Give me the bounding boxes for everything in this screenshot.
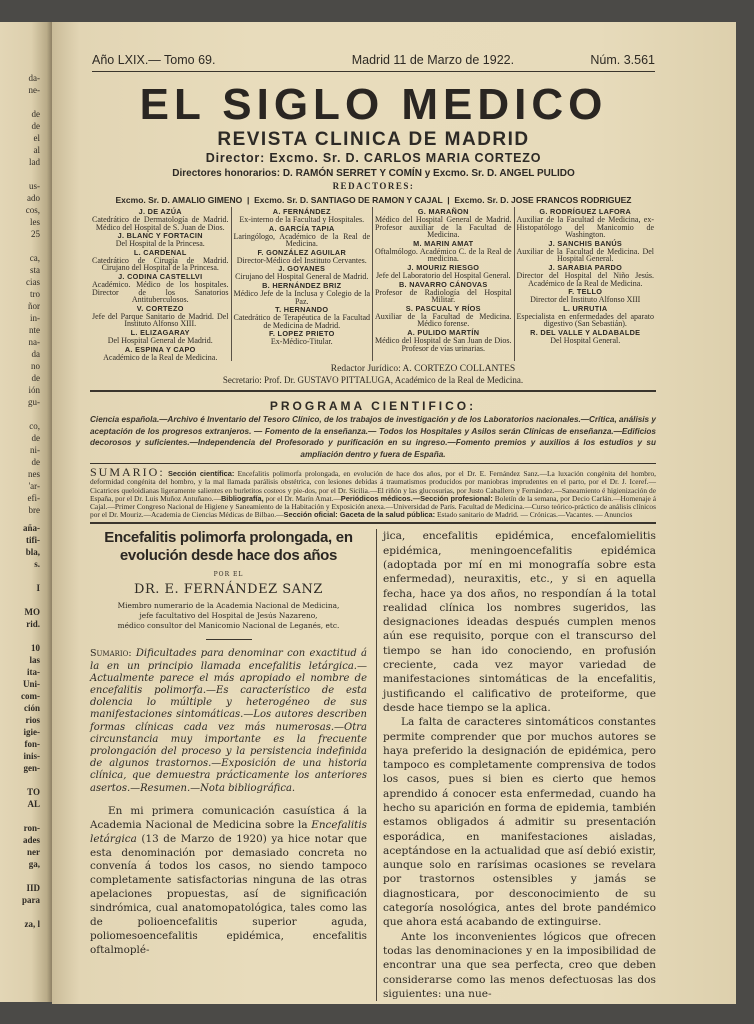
text: Encefalitis letárgica [90, 818, 367, 845]
summary-text: Dificultades para denominar con exactitud á la en un principio llamada encefalitis letárgica.—Actualmente parece el más apropiado el nombre de encefalitis polimorfa.—Es característico de esta dolencia lo múltiple y heterogéneo de sus manifestaciones sintomáticas.—Los autores describen formas clínicas cada vez más numerosas.—Otra circunstancia muy importante es la frecuente prolongación del proceso y la persistencia indefinida de algunos trastornos.—Exposición de una historia clínica, que demuestra prácticamente los anteriores asertos.—Resumen.—Nota bibliográfica. [90, 648, 367, 794]
facing-text-fragment: fon- [24, 739, 40, 749]
facing-text-fragment: bla, [25, 547, 40, 557]
editor-description: Oftalmólogo. Académico C. de la Real de medicina. [375, 246, 512, 264]
volume: Año LXIX.— Tomo 69. [92, 53, 216, 67]
facing-page-text-top [0, 72, 40, 516]
facing-text-fragment [0, 594, 40, 606]
editor-description: Del Hospital General de Madrid. [107, 335, 213, 345]
editor-name: A. PULIDO MARTÍN [407, 327, 480, 337]
editor-name: G. RODRÍGUEZ LAFORA [539, 207, 632, 216]
editor-description: Del Hospital General. [550, 335, 621, 345]
facing-text-fragment [0, 810, 40, 822]
editor-name: J. SARABIA PARDO [548, 262, 623, 272]
section-text: Encefalitis polimorfa prolongada, en evolución de hace dos años, por el Dr. E. Fernández Sanz.—La luxación congénita del hombro, deformidad congénita del hombro, y la mal llamada parálisis obstétrica, con lesiones debidas á traumatismos producidos por maniobras imprudentes en el parto, por el Dr. J. Iceref.—Cicatrices queloidianas ligeramente salientes en burletitos costeos y pie-dos, por el Dr. Sicilia.—El riñón y las glucosurias, por Justo Caballero y Fernández.—Saneamiento é higienización de España, por el Dr. Luis Muñoz Antuñano.— [90, 469, 656, 503]
facing-text-fragment [0, 870, 40, 882]
paragraph: Ante los inconvenientes lógicos que ofrecen todas las denominaciones y en la imposibilidad de encontrar una que sea perfecta, creo que deben considerarse como las menos defectuosas las dos siguientes: una nue- [383, 930, 656, 1000]
editor-name: L. CARDENAL [133, 247, 187, 257]
senior-editors: Excmo. Sr. D. AMALIO GIMENO | Excmo. Sr. D. SANTIAGO DE RAMON Y CAJAL | Excmo. Sr. D. JOSE FRANCOS RODRIGUEZ [115, 195, 632, 205]
facing-text-fragment: I [36, 583, 40, 593]
facing-text-fragment: inis- [23, 751, 40, 761]
divider [92, 71, 655, 72]
page-body [90, 207, 656, 1001]
facing-text-fragment: las [29, 655, 40, 665]
editor-description: Catedrático de Dermatología de Madrid. Médico del Hospital de S. Juan de Dios. [92, 215, 229, 232]
programa-text: Ciencia española.—Archivo é Inventario del Tesoro Clínico, de los trabajos de investigación y de los Laboratorios nacionales.—Crítica, análisis y aceptación de los progresos extranjeros. — Fomento de la enseñanza.— Todos los Hospitales y Asilos serán Clínicas de enseñanza.—Edificios decorosos y suficientes.—Independencia del Profesorado y purificación en su ingreso.—Fomento premios y auxilios á los estudios y su ampliación dentro y fuera de España. [90, 415, 656, 459]
author-credentials [90, 601, 367, 631]
facing-text-fragment: TO [27, 787, 40, 797]
facing-text-fragment: cos, [25, 205, 40, 215]
editor-description: Ex-interno de la Facultad y Hospitales. [239, 215, 365, 224]
facing-text-fragment: co, [29, 421, 40, 431]
editor-name: J. DE AZÚA [138, 207, 182, 216]
editor-name: A. FERNÁNDEZ [272, 207, 331, 216]
editor-name: J. GOYANES [278, 264, 326, 274]
credential: Miembro numerario de la Academia Nacional de Medicina, [117, 601, 340, 611]
editors-column [232, 207, 374, 361]
facing-text-fragment: Uni- [22, 679, 40, 689]
editor-name: B. NAVARRO CÁNOVAS [398, 279, 488, 289]
editor-description: Auxiliar de la Facultad de Medicina. Del Hospital General. [516, 246, 654, 264]
section-label: Periódicos médicos. [340, 493, 413, 503]
facing-text-fragment: ita- [27, 667, 40, 677]
facing-text-fragment [0, 240, 40, 252]
section-text: Boletín de la semana, por Decio Carlán.—Homenaje á Cajal.—Primer Congreso Nacional de Higiene y Saneamiento de la Habitación y Exposición anexa.—Universidad de París. Facultad de Medicina.—Curso teórico-práctico de análisis clínicos por el Dr. Mouriz.—Academia de Ciencias Médicas de Bilbao.— [90, 493, 656, 520]
facing-text-fragment: in- [30, 313, 40, 323]
editor-name: G. MARAÑON [417, 207, 469, 216]
text: En mi primera comunicación casuística á la Academia Nacional de Medicina sobre la [90, 804, 367, 831]
article-right-column [376, 529, 656, 1001]
secretary: Secretario: Prof. Dr. GUSTAVO PITTALUGA, Académico de la Real de Medicina. [222, 375, 524, 386]
editor-description: Médico del Hospital General de Madrid. Profesor auxiliar de la Facultad de Medicina. [375, 215, 512, 240]
editor-name: A. GARCÍA TAPIA [268, 223, 335, 233]
facing-text-fragment: ner [27, 847, 40, 857]
facing-text-fragment: MO [24, 607, 40, 617]
facing-text-fragment: da [31, 349, 40, 359]
divider [206, 639, 252, 640]
editors-column [515, 207, 657, 361]
facing-text-fragment: 10 [31, 643, 40, 653]
summary-label: Sumario: [90, 648, 132, 660]
facing-page-edge [0, 22, 52, 1002]
facing-text-fragment: za, l [24, 919, 40, 929]
editor-name: B. HERNÁNDEZ BRIZ [262, 280, 342, 290]
paragraph: La falta de caracteres sintomáticos constantes permite comprender que por muchos autores se haya preferido la designación de epidémica, pero tampoco es completamente comprensiva de todos los casos, pues si bien es cierto que hemos aprendido á conocer esta enfermedad, cuando ha hecho su aparición en forma de epidemia, también estamos obligados á admitir su presentación esporádica, en manifestaciones aisladas, aceptándose en la actualidad que así debió existir, aunque solo en rarísimas ocasiones se revelara por trastornos ostensibles y jamás se diagnosticara, por desconocimiento de su categoría nosológica, antes del brote pandémico que ahora está acabando de extinguirse. [383, 716, 656, 929]
facing-text-fragment: lad [29, 157, 40, 167]
editor-description: Auxiliar de la Facultad de Medicina. Médico forense. [375, 311, 512, 329]
editor-description: Director-Médico del Instituto Cervantes. [236, 255, 367, 265]
editor-description: Catedrático de Terapéutica de la Facultad de Medicina de Madrid. [233, 313, 370, 330]
facing-page-text-bottom [0, 522, 40, 930]
paragraph: jica, encefalitis epidémica, encefalomielitis epidémica, meningoencefalitis epidémica (adoptada por mí en mi monografía sobre esta enfermedad), neuraxitis, etc., y si en aquella fecha, hace ya dos años, no respondían á la total realidad clínica los nombres sugeridos, las designaciones ideadas después cumplen menos aún ese requisito, porque con el transcurso del tiempo se han ido conociendo, en profusión creciente, cada vez mayor variedad de manifestaciones sintomáticas de la encefalitis, justificando el calificativo de proteiforme, que desde hace tiempo se la aplica. [383, 530, 656, 714]
divider [90, 463, 656, 464]
newspaper-page [52, 22, 736, 1004]
facing-text-fragment: nte [29, 325, 40, 335]
editor-name: F. GONZÁLEZ AGUILAR [257, 247, 347, 257]
facing-text-fragment: ne- [28, 85, 40, 95]
editors-column [90, 207, 232, 361]
editor-name: T. HERNANDO [275, 305, 329, 315]
facing-text-fragment: ron- [23, 823, 40, 833]
byline-prefix: POR EL [213, 571, 244, 579]
facing-text-fragment: ción [23, 703, 40, 713]
editor-name: J. BLANC Y FORTACIN [117, 231, 203, 241]
facing-text-fragment: rios [25, 715, 40, 725]
editor-description: Cirujano del Hospital General de Madrid. [235, 272, 369, 282]
editor-description: Jefe del Parque Sanitario de Madrid. Del Instituto Alfonso XIII. [92, 311, 229, 329]
facing-text-fragment: de [31, 457, 40, 467]
editor-name: J. SANCHIS BANÚS [548, 238, 623, 248]
editor-name: L. URRUTIA [563, 303, 608, 313]
facing-text-fragment: nes [28, 469, 40, 479]
legal-editor: Redactor Jurídico: A. CORTEZO COLLANTES [330, 364, 516, 375]
programa-title: PROGRAMA CIENTIFICO: [269, 399, 477, 414]
summary-label: SUMARIO: [90, 465, 165, 480]
article-left-column [90, 529, 367, 957]
editor-description: Especialista en enfermedades del aparato digestivo (San Sebastián). [516, 311, 654, 329]
editor-name: L. ELIZAGARAY [130, 327, 190, 337]
editor-name: M. MARIN AMAT [413, 238, 474, 248]
article-title: Encefalitis polimorfa prolongada, en evolución desde hace dos años [104, 529, 353, 565]
editor-description: Académico de la Real de Medicina. [103, 352, 218, 362]
facing-text-fragment: ión [28, 385, 40, 395]
facing-text-fragment: les [30, 217, 40, 227]
facing-text-fragment [0, 906, 40, 918]
facing-text-fragment [0, 630, 40, 642]
editor-name: V. CORTEZO [136, 303, 184, 313]
facing-text-fragment [0, 570, 40, 582]
facing-text-fragment: ni- [30, 445, 40, 455]
editor-name: J. MOURIZ RIESGO [407, 262, 480, 272]
editor-name: F. TELLO [568, 287, 603, 297]
article [90, 529, 656, 1001]
honorary-directors: Directores honorarios: D. RAMÓN SERRET Y COMÍN y Excmo. Sr. D. ANGEL PULIDO [172, 168, 575, 179]
text: (13 de Marzo de 1920) ya hice notar que esta denominación por demasiado concreta no convenía á todos los casos, no siendo tampoco completamente satisfactorias ninguna de las otras apelaciones propuestas, así de significación sindrómica, cual anatomopatológica, tales como las de polioencefalitis superior aguda, poliomesoencefalitis epidémica, encefalitis oftalmoplé- [90, 832, 367, 956]
facing-text-fragment [0, 96, 40, 108]
facing-text-fragment: IID [26, 883, 40, 893]
facing-text-fragment: al [33, 145, 40, 155]
editor-name: F. LOPEZ PRIETO [268, 329, 335, 339]
section-text: por el Dr. Marín Amat.— [263, 493, 341, 503]
editor-description: Profesor de Radiología del Hospital Militar. [375, 287, 512, 305]
facing-text-fragment: s. [34, 559, 40, 569]
director-line: Director: Excmo. Sr. D. CARLOS MARIA CORTEZO [205, 151, 542, 165]
editor-description: Académico. Médico de los hospitales. Director de los Sanatorios Antituberculosos. [92, 279, 229, 305]
facing-text-fragment: cias [26, 277, 40, 287]
facing-text-fragment: de [31, 373, 40, 383]
facing-text-fragment: tifi- [26, 535, 40, 545]
facing-text-fragment: ado [27, 193, 40, 203]
editor-description: Director del Hospital del Niño Jesús. Académico de la Real de Medicina. [516, 270, 654, 288]
facing-text-fragment [0, 408, 40, 420]
facing-text-fragment: no [31, 361, 40, 371]
editor-description: Médico del Hospital de San Juan de Dios. Profesor de vías urinarias. [375, 335, 512, 353]
facing-text-fragment: ñor [28, 301, 40, 311]
facing-text-fragment [0, 774, 40, 786]
divider [90, 522, 656, 524]
editor-description: Laringólogo, Académico de la Real de Medicina. [233, 231, 370, 249]
facing-text-fragment: tro [30, 289, 40, 299]
article-summary [90, 648, 367, 794]
newspaper-subtitle: REVISTA CLINICA DE MADRID [217, 129, 530, 150]
credential: médico consultor del Manicomio Nacional de Leganés, etc. [117, 621, 340, 631]
facing-text-fragment: ca, [29, 253, 40, 263]
facing-text-fragment: us- [29, 181, 40, 191]
facing-text-fragment [0, 168, 40, 180]
section-label: Bibliografía, [220, 493, 264, 503]
section-text: Estado sanitario de Madrid. — Crónicas.—Vacantes. — Anuncios [435, 510, 633, 520]
editor-description: Jefe del Laboratorio del Hospital General. [375, 270, 511, 280]
editor-description: Médico Jefe de la Inclusa y Colegio de la Paz. [233, 288, 370, 306]
facing-text-fragment: efi- [27, 493, 40, 503]
divider [90, 390, 656, 392]
facing-text-fragment: igie- [23, 727, 40, 737]
editor-name: A. ESPINA Y CAPO [124, 344, 196, 354]
editor-description: Ex-Médico-Titular. [270, 337, 333, 347]
issue-summary [90, 465, 656, 520]
facing-text-fragment: ga, [28, 859, 40, 869]
facing-text-fragment: sta [30, 265, 40, 275]
paragraph [90, 805, 367, 958]
facing-text-fragment: de [31, 109, 40, 119]
credential: jefe facultativo del Hospital de Jesús Nazareno, [139, 611, 318, 621]
facing-text-fragment: gu- [28, 397, 40, 407]
facing-text-fragment: 'ar- [28, 481, 40, 491]
masthead-info [92, 53, 655, 67]
facing-text-fragment: 25 [31, 229, 40, 239]
section-label: Sección oficial: Gaceta de la salud pública: [283, 510, 436, 520]
issue-date: Madrid 11 de Marzo de 1922. [351, 53, 515, 67]
facing-text-fragment: ades [22, 835, 40, 845]
facing-text-fragment: bre [28, 505, 40, 515]
facing-text-fragment: de [31, 121, 40, 131]
facing-text-fragment: na- [28, 337, 40, 347]
editor-description: Director del Instituto Alfonso XIII [530, 295, 641, 305]
editors-column [373, 207, 515, 361]
facing-text-fragment: AL [27, 799, 40, 809]
facing-text-fragment: el [33, 133, 40, 143]
editors-columns [90, 207, 656, 361]
facing-text-fragment: da- [28, 73, 40, 83]
editor-description: Auxiliar de la Facultad de Medicina, ex-Histopatólogo del Manicomio de Washington. [516, 215, 654, 240]
facing-text-fragment: rid. [26, 619, 40, 629]
editor-name: S. PASCUAL Y RÍOS [405, 303, 481, 313]
article-author: DR. E. FERNÁNDEZ SANZ [134, 582, 323, 598]
editor-description: Catedrático de Cirugía de Madrid. Cirujano del Hospital de la Princesa. [92, 255, 229, 273]
editor-name: J. CODINA CASTELLVI [118, 271, 203, 281]
issue-number: Núm. 3.561 [590, 53, 655, 67]
editor-name: R. DEL VALLE Y ALDABALDE [530, 327, 641, 337]
facing-text-fragment: de [31, 433, 40, 443]
facing-text-fragment: gen- [23, 763, 40, 773]
redactores-label: REDACTORES: [332, 181, 415, 191]
editor-description: Del Hospital de la Princesa. [115, 239, 205, 249]
facing-text-fragment: aña- [22, 523, 40, 533]
section-label: Sección científica: [167, 469, 235, 479]
section-label: —Sección profesional: [412, 493, 493, 503]
facing-text-fragment: com- [21, 691, 40, 701]
facing-text-fragment: para [22, 895, 40, 905]
newspaper-title: EL SIGLO MEDICO [139, 80, 608, 129]
